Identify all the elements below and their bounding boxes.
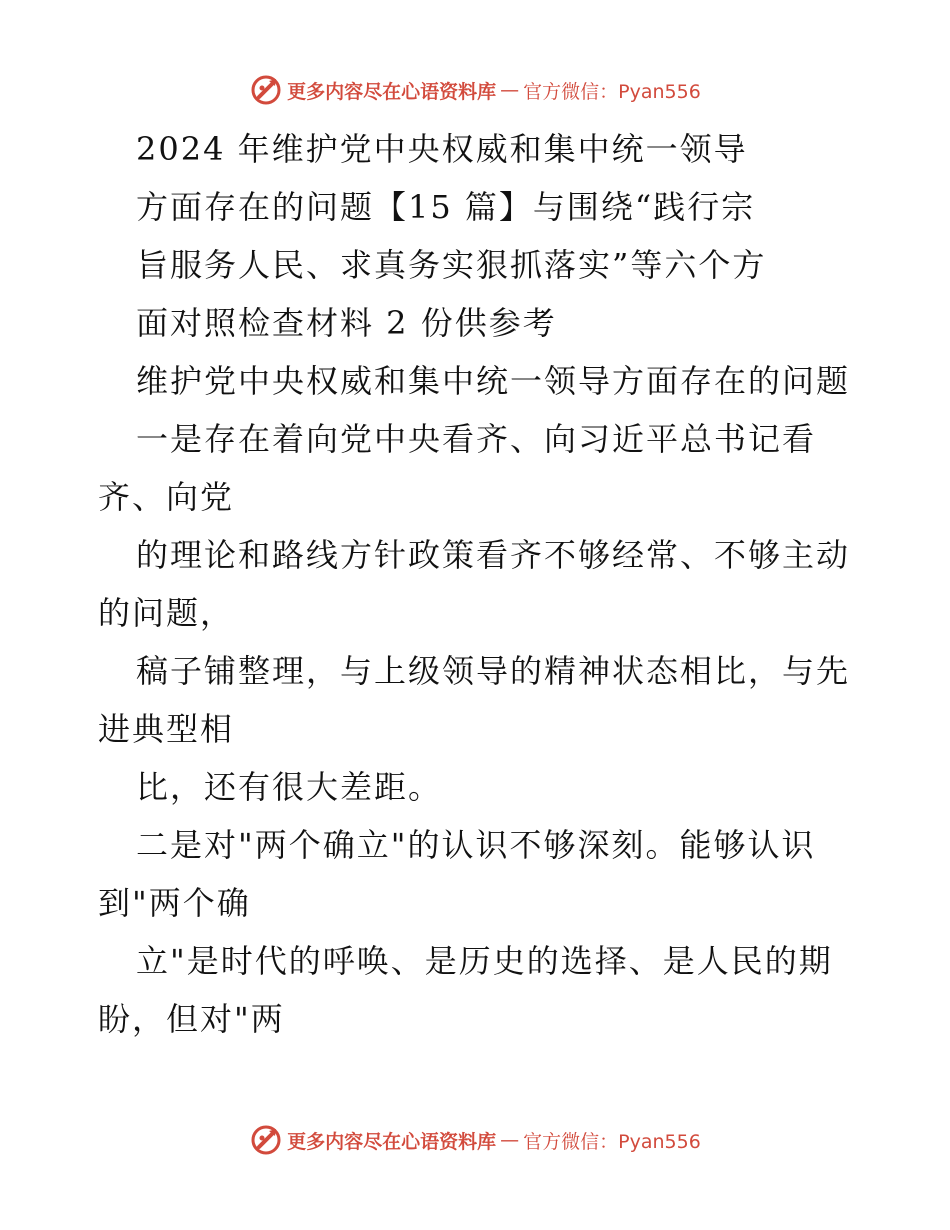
- watermark-separator: —: [500, 79, 520, 101]
- paragraph-line: 的问题，: [98, 594, 235, 632]
- paragraph-line: 的理论和路线方针政策看齐不够经常、不够主动: [136, 536, 851, 574]
- document-body: [98, 120, 858, 1048]
- watermark-contact: 官方微信：Pyan556: [523, 80, 701, 103]
- watermark-site-text: 更多内容尽在心语资料库: [287, 1130, 497, 1153]
- paragraph-line: 到"两个确: [98, 884, 251, 922]
- title-line: 旨服务人民、求真务实狠抓落实”等六个方: [136, 246, 767, 284]
- paragraph-line: 一是存在着向党中央看齐、向习近平总书记看: [136, 420, 817, 458]
- paragraph-line: 齐、向党: [98, 478, 235, 516]
- title-line: 面对照检查材料 2 份供参考: [136, 304, 557, 342]
- watermark-separator: —: [500, 1129, 520, 1151]
- watermark-banner-top: [0, 70, 950, 110]
- paragraph-line: 盼，但对"两: [98, 1000, 285, 1038]
- paragraph-line: 二是对"两个确立"的认识不够深刻。能够认识: [136, 826, 816, 864]
- paragraph-line: 立"是时代的呼唤、是历史的选择、是人民的期: [136, 942, 833, 980]
- logo-icon: [249, 73, 283, 107]
- paragraph-line: 稿子铺整理，与上级领导的精神状态相比，与先: [136, 652, 851, 690]
- watermark-inner: [249, 73, 701, 107]
- paragraph-line: 进典型相: [98, 710, 235, 748]
- logo-icon: [249, 1123, 283, 1157]
- paragraph-line: 比，还有很大差距。: [136, 768, 443, 806]
- watermark-site-text: 更多内容尽在心语资料库: [287, 80, 497, 103]
- paragraph-line: 维护党中央权威和集中统一领导方面存在的问题: [136, 362, 851, 400]
- title-line: 方面存在的问题【15 篇】与围绕“践行宗: [136, 188, 756, 226]
- watermark-banner-bottom: [0, 1120, 950, 1160]
- watermark-contact: 官方微信：Pyan556: [523, 1130, 701, 1153]
- title-line: 2024 年维护党中央权威和集中统一领导: [136, 130, 748, 168]
- watermark-inner: [249, 1123, 701, 1157]
